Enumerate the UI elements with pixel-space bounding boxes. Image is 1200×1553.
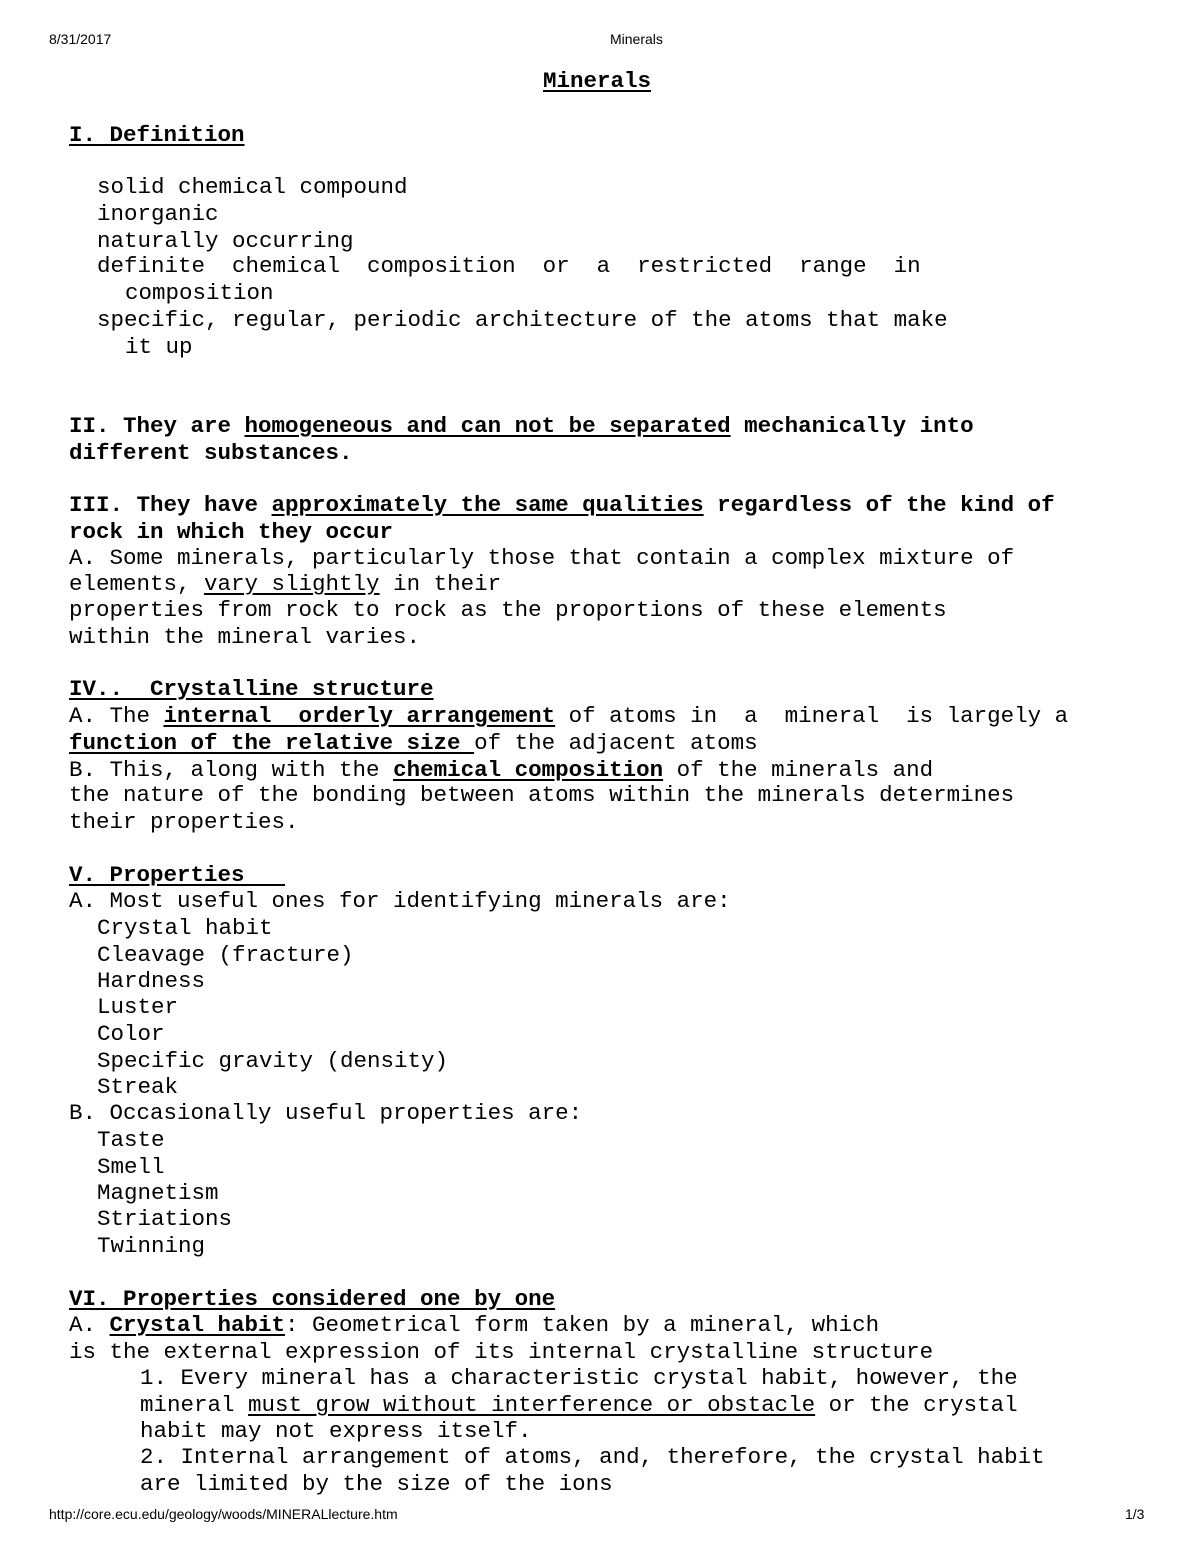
list-item: Magnetism [97, 1180, 219, 1206]
list-item: Twinning [97, 1233, 206, 1259]
list-intro: A. Most useful ones for identifying minerals are: [69, 888, 731, 914]
emphasis: approximately the same qualities [271, 492, 704, 518]
list-item: Luster [97, 994, 179, 1020]
paragraph-line [69, 1312, 879, 1338]
emphasis: vary slightly [204, 571, 380, 597]
section-2-heading-cont: different substances. [69, 440, 353, 466]
list-item: Hardness [97, 968, 206, 994]
text: : Geometrical form taken by a mineral, which [285, 1312, 880, 1338]
section-3-heading-cont: rock in which they occur [69, 519, 394, 545]
section-4-heading: IV.. Crystalline structure [69, 676, 434, 702]
text: of the minerals and [663, 757, 934, 783]
text: III. They have [69, 492, 272, 518]
definition-item: solid chemical compound [97, 174, 408, 200]
document-title: Minerals [543, 68, 652, 94]
emphasis: must grow without interference or obstacle [248, 1392, 816, 1418]
paragraph-line: A. Some minerals, particularly those that contain a complex mixture of [69, 545, 1015, 571]
definition-item: specific, regular, periodic architecture of the atoms that make [97, 307, 948, 333]
text: mechanically into [730, 413, 974, 439]
definition-item: naturally occurring [97, 228, 354, 254]
emphasis: homogeneous and can not be separated [244, 413, 731, 439]
section-3-heading [69, 492, 1055, 518]
text: B. This, along with the [69, 757, 394, 783]
text: II. They are [69, 413, 245, 439]
list-item: Striations [97, 1206, 233, 1232]
footer-page-number: 1/3 [1125, 1506, 1145, 1522]
list-item: Specific gravity (density) [97, 1048, 449, 1074]
paragraph-line: within the mineral varies. [69, 624, 421, 650]
numbered-point-cont [140, 1392, 1018, 1418]
paragraph-line [69, 571, 501, 597]
term: Crystal habit [109, 1312, 286, 1338]
text: in their [379, 571, 502, 597]
footer-url: http://core.ecu.edu/geology/woods/MINERALlecture.htm [49, 1506, 398, 1522]
header-title: Minerals [610, 31, 663, 47]
paragraph-line: the nature of the bonding between atoms within the minerals determines [69, 782, 1015, 808]
paragraph-line [69, 757, 933, 783]
list-item: Color [97, 1021, 165, 1047]
text: A. The [69, 703, 164, 729]
emphasis: function of the relative size [69, 730, 475, 756]
list-item: Smell [97, 1154, 165, 1180]
numbered-point-cont: habit may not express itself. [140, 1418, 532, 1444]
section-2-heading [69, 413, 974, 439]
list-intro: B. Occasionally useful properties are: [69, 1100, 583, 1126]
paragraph-line [69, 730, 758, 756]
paragraph-line [69, 703, 1068, 729]
text: or the crystal [815, 1392, 1018, 1418]
emphasis: chemical composition [393, 757, 664, 783]
text: of the adjacent atoms [474, 730, 758, 756]
paragraph-line: properties from rock to rock as the proportions of these elements [69, 597, 947, 623]
section-6-heading: VI. Properties considered one by one [69, 1286, 556, 1312]
header-date: 8/31/2017 [49, 31, 112, 47]
text: mineral [140, 1392, 249, 1418]
section-1-heading: I. Definition [69, 122, 245, 148]
definition-item-cont: it up [125, 334, 193, 360]
definition-item-cont: composition [125, 280, 274, 306]
text: regardless of the kind of [703, 492, 1055, 518]
definition-item: inorganic [97, 201, 219, 227]
text: A. [69, 1312, 110, 1338]
paragraph-line: their properties. [69, 809, 299, 835]
numbered-point: 2. Internal arrangement of atoms, and, therefore, the crystal habit [140, 1444, 1045, 1470]
list-item: Crystal habit [97, 915, 273, 941]
list-item: Streak [97, 1074, 179, 1100]
numbered-point: 1. Every mineral has a characteristic crystal habit, however, the [140, 1365, 1018, 1391]
paragraph-line: is the external expression of its internal crystalline structure [69, 1339, 934, 1365]
text: of atoms in a mineral is largely a [555, 703, 1069, 729]
text: elements, [69, 571, 205, 597]
numbered-point-cont: are limited by the size of the ions [140, 1471, 613, 1497]
section-5-heading: V. Properties [69, 862, 286, 888]
definition-item: definite chemical composition or a restricted range in [97, 253, 921, 279]
list-item: Cleavage (fracture) [97, 942, 354, 968]
emphasis: internal orderly arrangement [163, 703, 556, 729]
list-item: Taste [97, 1127, 165, 1153]
